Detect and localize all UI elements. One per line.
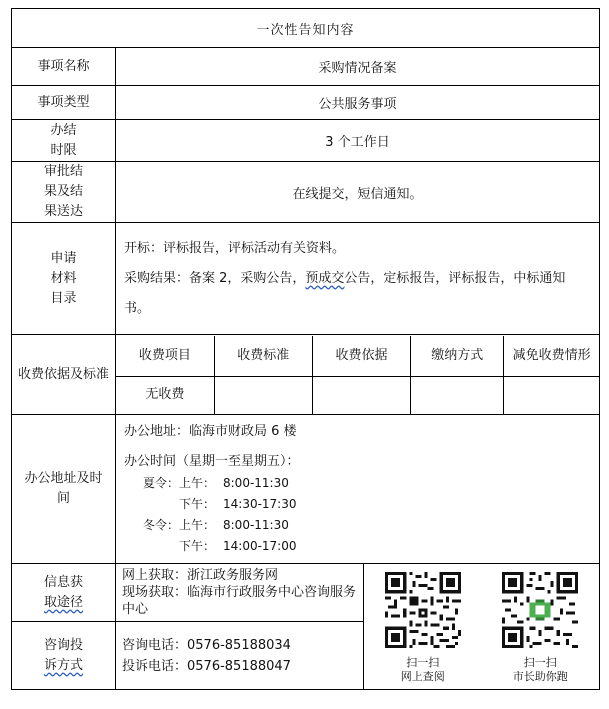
complaint-phone: 投诉电话：0576-85188047 <box>122 658 291 674</box>
winter-pm-row <box>124 536 591 557</box>
fee-header-payment: 缴纳方式 <box>411 336 504 377</box>
winter-label: 冬令： <box>142 518 179 532</box>
consult-value <box>116 622 364 690</box>
info-label-line2: 取途径 <box>43 594 83 610</box>
winter-pm-time: 14:00-17:00 <box>223 539 297 553</box>
qr-mayor-caption-line1: 扫一扫 <box>523 656 557 669</box>
fees-table <box>116 336 599 414</box>
summer-am-row <box>124 473 591 494</box>
summer-pm-label: 下午： <box>179 497 216 511</box>
fee-header-exemption: 减免收费情形 <box>504 336 599 377</box>
consult-phone: 咨询电话：0576-85188034 <box>122 637 291 653</box>
item-type-value: 公共服务事项 <box>116 86 600 120</box>
delivery-label-line2: 果及结 <box>43 184 83 199</box>
qr-mayor-caption-line2: 市长助你跑 <box>512 670 568 683</box>
summer-am-label: 上午： <box>179 476 216 490</box>
materials-line2-wavy: 预成交 <box>305 270 345 286</box>
item-name-label: 事项名称 <box>12 48 116 86</box>
materials-label-line3: 目录 <box>50 290 77 306</box>
fee-header-item: 收费项目 <box>116 336 214 377</box>
materials-label-line2: 材料 <box>50 270 77 286</box>
fee-header-basis: 收费依据 <box>312 336 410 377</box>
winter-am-label: 上午： <box>179 518 216 532</box>
office-hours-title: 办公时间（星期一至星期五）： <box>124 454 300 469</box>
materials-line1: 开标：评标报告，评标活动有关资料。 <box>124 240 346 256</box>
time-limit-label-line2: 时限 <box>50 142 77 158</box>
winter-am-time: 8:00-11:30 <box>223 518 289 532</box>
materials-line2-prefix: 采购结果：备案 2，采购公告， <box>124 270 306 286</box>
qr-online-caption-line1: 扫一扫 <box>406 656 440 669</box>
qr-mayor-helps[interactable] <box>500 572 580 684</box>
consult-label-line2: 诉方式 <box>43 657 83 673</box>
qr-code-icon <box>385 572 461 648</box>
address-value <box>116 415 600 564</box>
summer-pm-row <box>124 494 591 515</box>
materials-line3: 书。 <box>124 300 151 316</box>
info-online: 网上获取：浙江政务服务网 <box>122 568 279 583</box>
fee-cell-standard <box>214 377 312 414</box>
materials-label-line1: 申请 <box>50 250 77 266</box>
qr-cell <box>364 564 600 690</box>
delivery-label-line3: 果送达 <box>43 204 83 219</box>
consult-label <box>12 622 116 690</box>
delivery-value: 在线提交，短信通知。 <box>116 162 600 223</box>
consult-label-line1: 咨询投 <box>43 637 83 653</box>
page-title: 一次性告知内容 <box>12 9 600 48</box>
fee-cell-payment <box>411 377 504 414</box>
qr-code-icon <box>502 572 578 648</box>
materials-label <box>12 223 116 335</box>
fee-cell-basis <box>312 377 410 414</box>
item-name-value: 采购情况备案 <box>116 48 600 86</box>
delivery-label-line1: 审批结 <box>43 164 83 179</box>
materials-line2 <box>124 264 591 294</box>
delivery-label <box>12 162 116 223</box>
info-value <box>116 564 364 622</box>
winter-am-row <box>124 515 591 536</box>
materials-line2-suffix: 公告，定标报告，评标报告，中标通知 <box>344 270 566 286</box>
qr-online-query[interactable] <box>383 572 463 684</box>
materials-value <box>116 223 600 335</box>
address-label: 办公地址及时间 <box>12 415 116 564</box>
qr-online-caption-line2: 网上查阅 <box>400 670 445 683</box>
fees-cell <box>116 335 600 415</box>
winter-pm-label: 下午： <box>179 539 216 553</box>
summer-am-time: 8:00-11:30 <box>223 476 289 490</box>
info-onsite: 现场获取：临海市行政服务中心咨询服务中心 <box>122 585 357 617</box>
info-label-line1: 信息获 <box>43 574 83 590</box>
time-limit-label <box>12 120 116 162</box>
summer-label: 夏令： <box>142 476 179 490</box>
fee-cell-exemption <box>504 377 599 414</box>
office-address: 办公地址：临海市财政局 6 楼 <box>124 424 297 439</box>
summer-pm-time: 14:30-17:30 <box>223 497 297 511</box>
fee-cell-item: 无收费 <box>116 377 214 414</box>
notice-table <box>11 8 600 690</box>
info-label <box>12 564 116 622</box>
time-limit-value: 3 个工作日 <box>116 120 600 162</box>
item-type-label: 事项类型 <box>12 86 116 120</box>
time-limit-label-line1: 办结 <box>50 122 77 138</box>
fees-label: 收费依据及标准 <box>12 335 116 415</box>
notice-page <box>11 8 599 690</box>
fee-header-standard: 收费标准 <box>214 336 312 377</box>
